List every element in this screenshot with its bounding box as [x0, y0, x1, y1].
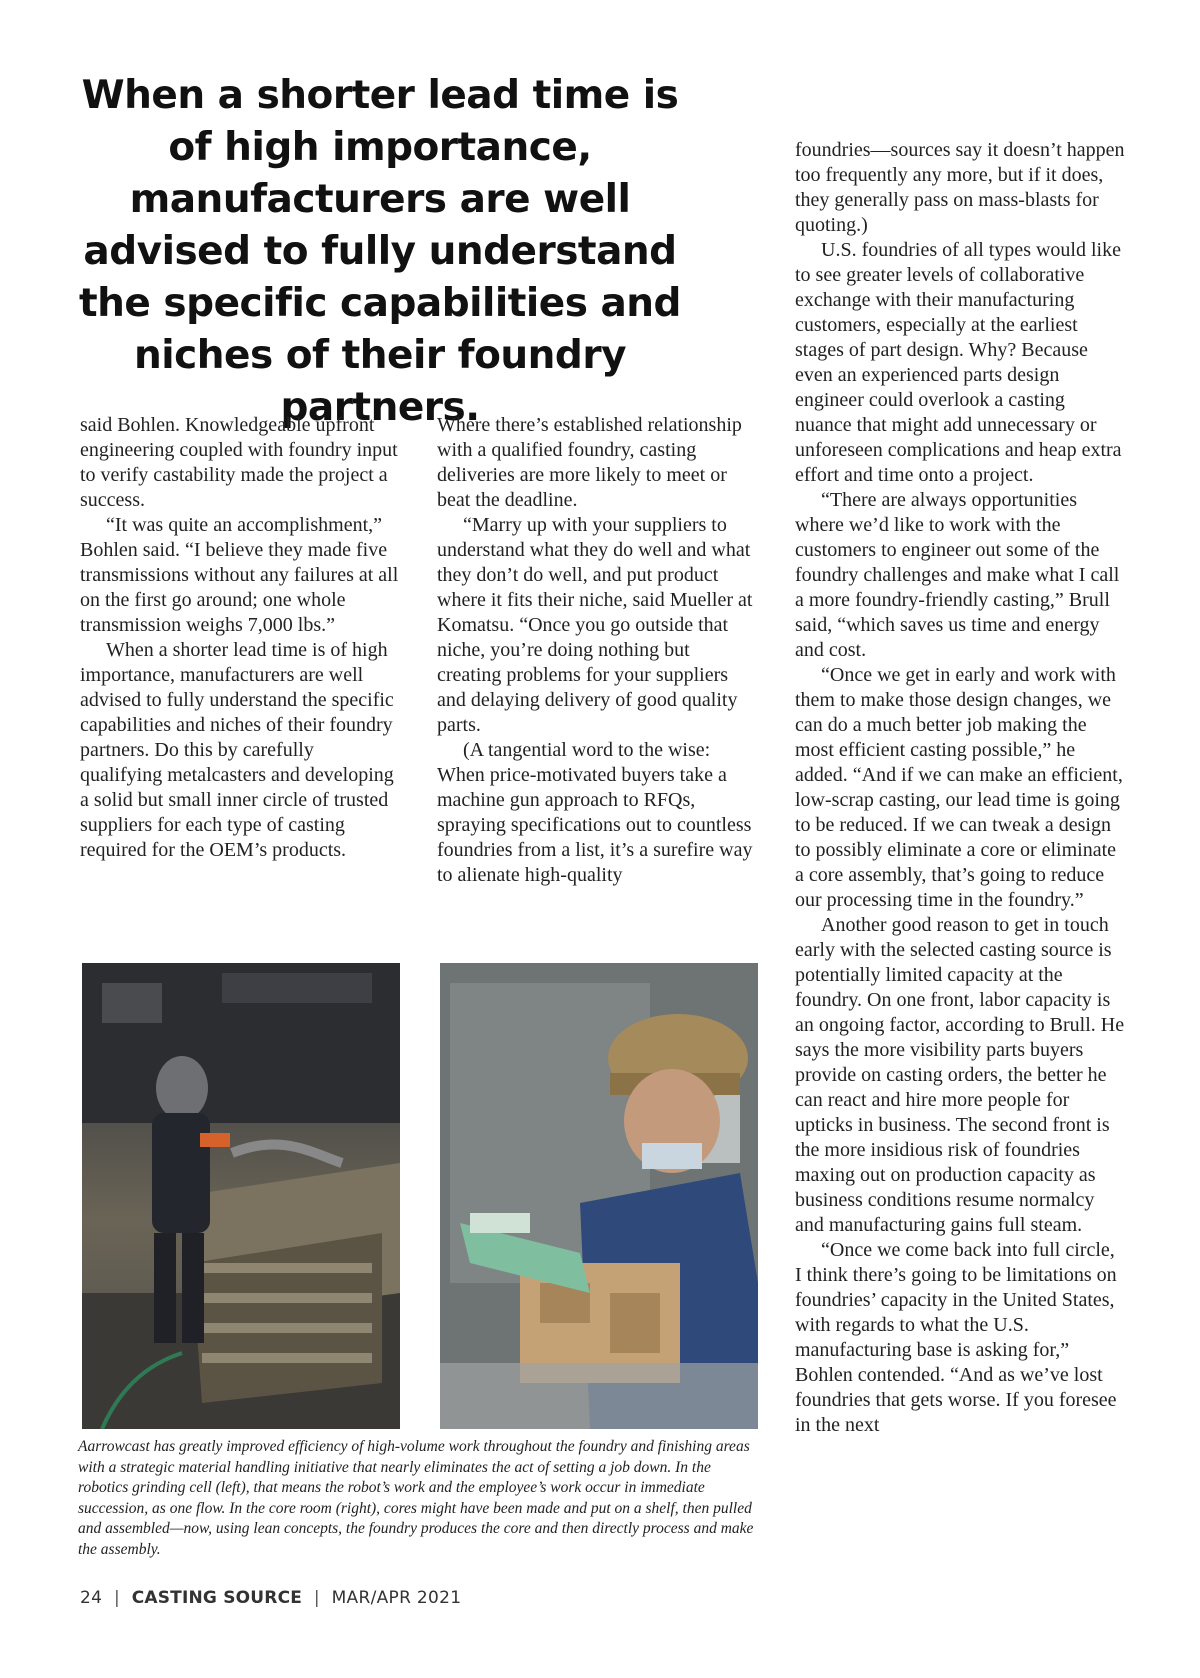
column1-paragraph: When a shorter lead time is of high importance, manufacturers are well advised to fully understand the specific capabilities and niches of their foundry partners. Do this by carefully qualifying metalcasters and developing a solid but small inner circle of trusted suppliers for each type of casting required for the OEM’s products. [80, 639, 394, 861]
photo-left-illustration [82, 963, 400, 1429]
column2-paragraph: (A tangential word to the wise: When price-motivated buyers take a machine gun approach to RFQs, spraying specifications out to countless foundries from a list, it’s a surefire way to alienate high-quality [437, 739, 753, 886]
photo-robotics-grinding-cell [82, 963, 400, 1429]
column3-paragraph: “There are always opportunities where we’d like to work with the customers to engineer out some of the foundry challenges and make what I call a more foundry-friendly casting,” Brull said, “which saves us time and energy and cost. [795, 489, 1120, 661]
column3-paragraph: “Once we come back into full circle, I think there’s going to be limitations on foundries’ capacity in the United States, with regards to what the U.S. manufacturing base is asking for,” Bohlen contended. “And as we’ve lost foundries that gets worse. If you foresee in the next [795, 1239, 1117, 1436]
column3-paragraph: “Once we get in early and work with them to make those design changes, we can do a much better job making the most efficient casting possible,” he added. “And if we can make an efficient, low-scrap casting, our lead time is going to be reduced. If we can tweak a design to possibly eliminate a core or eliminate a core assembly, that’s going to reduce our processing time in the foundry.” [795, 664, 1123, 911]
issue-date: MAR/APR 2021 [331, 1588, 462, 1608]
column3-paragraph: foundries—sources say it doesn’t happen too frequently any more, but if it does, they generally pass on mass-blasts for quoting.) [795, 139, 1125, 236]
column3-paragraph: Another good reason to get in touch early with the selected casting source is potentially limited capacity at the foundry. On one front, labor capacity is an ongoing factor, according to Brull. He says the more visibility parts buyers provide on casting orders, the better he can react and hire more people for upticks in business. The second front is the more insidious risk of foundries maxing out on production capacity as business conditions resume normalcy and manufacturing gains full steam. [795, 914, 1125, 1236]
magazine-name: CASTING SOURCE [131, 1588, 303, 1608]
photo-caption: Aarrowcast has greatly improved efficiency of high-volume work throughout the foundry and finishing areas with a strategic material handling initiative that nearly eliminates the act of setting a job down. In the robotics grinding cell (left), that means the robot’s work and the employee’s work occur in immediate succession, as one flow. In the core room (right), cores might have been made and put on a shelf, then pulled and assembled—now, using lean concepts, the foundry produces the core and then directly process and make the assembly. [78, 1438, 754, 1558]
page-number: 24 [80, 1588, 103, 1608]
body-column-2 [437, 413, 755, 888]
column2-paragraph: “Marry up with your suppliers to understand what they do well and what they don’t do well, and put product where it fits their niche, said Mueller at Komatsu. “Once you go outside that niche, you’re doing nothing but creating problems for your suppliers and delaying delivery of good quality parts. [437, 514, 753, 736]
footer-separator-2: | [313, 1588, 320, 1608]
photo-right-illustration [440, 963, 758, 1429]
body-column-1 [80, 413, 400, 863]
column1-paragraph: said Bohlen. Knowledgeable upfront engineering coupled with foundry input to verify castability made the project a success. [80, 414, 398, 511]
footer-separator: | [113, 1588, 120, 1608]
column3-paragraph: U.S. foundries of all types would like to see greater levels of collaborative exchange with their manufacturing customers, especially at the earliest stages of part design. Why? Because even an experienced parts design engineer could overlook a casting nuance that might add unnecessary or unforeseen complications and heap extra effort and time onto a project. [795, 239, 1122, 486]
column2-paragraph: Where there’s established relationship with a qualified foundry, casting deliveries are more likely to meet or beat the deadline. [437, 414, 742, 511]
pull-quote: When a shorter lead time is of high importance, manufacturers are well advised to fully understand the specific capabilities and niches of their foundry partners. [79, 73, 681, 430]
page-footer [80, 1588, 461, 1608]
column1-paragraph: “It was quite an accomplishment,” Bohlen said. “I believe they made five transmissions without any failures at all on the first go around; one whole transmission weighs 7,000 lbs.” [80, 514, 399, 636]
body-column-3 [795, 138, 1125, 1438]
photo-core-room [440, 963, 758, 1429]
